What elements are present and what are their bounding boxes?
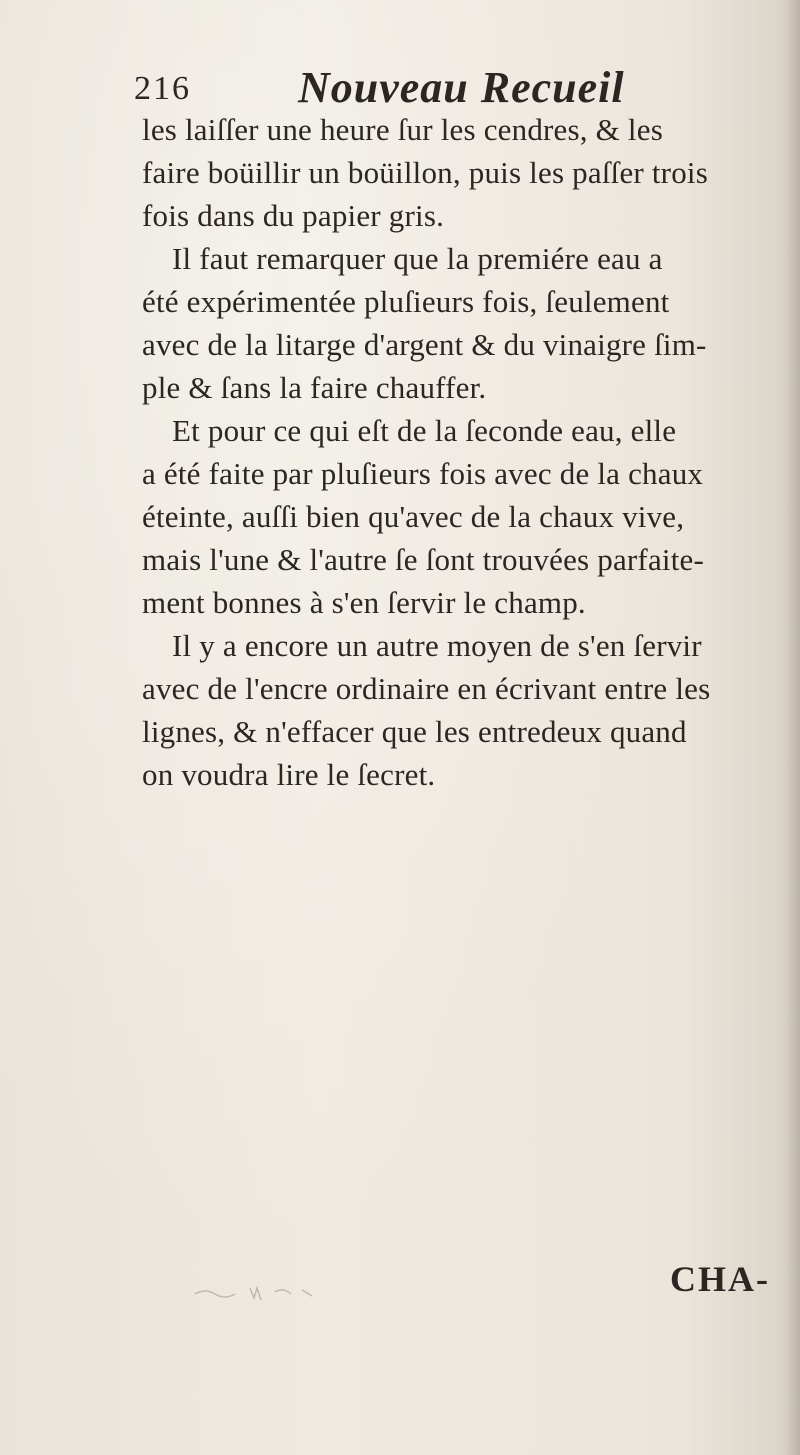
text-line: a été faite par pluſieurs fois avec de la chaux: [142, 456, 704, 491]
body-text: [142, 108, 782, 796]
text-line: éteinte, auſſi bien qu'avec de la chaux vive,: [142, 499, 685, 534]
text-line: faire boüillir un boüillon, puis les paſſer trois: [142, 155, 708, 190]
page-number: 216: [134, 70, 191, 107]
text-line: mais l'une & l'autre ſe ſont trouvées parfaite-: [142, 542, 705, 577]
text-line: Et pour ce qui eſt de la ſeconde eau, elle: [172, 413, 677, 448]
text-line: ment bonnes à s'en ſervir le champ.: [142, 585, 586, 620]
ink-bleed-mark: [190, 1280, 330, 1304]
text-line: lignes, & n'effacer que les entredeux quand: [142, 714, 687, 749]
text-line: été expérimentée pluſieurs fois, ſeulement: [142, 284, 670, 319]
text-line: les laiſſer une heure ſur les cendres, & les: [142, 112, 663, 147]
text-line: fois dans du papier gris.: [142, 198, 445, 233]
text-line: avec de la litarge d'argent & du vinaigre ſim-: [142, 327, 707, 362]
catchword: CHA-: [670, 1259, 770, 1299]
text-line: Il y a encore un autre moyen de s'en ſervir: [172, 628, 702, 663]
text-line: ple & ſans la faire chauffer.: [142, 370, 487, 405]
text-line: on voudra lire le ſecret.: [142, 757, 436, 792]
page-edge-shadow: [786, 0, 800, 1455]
text-line: avec de l'encre ordinaire en écrivant entre les: [142, 671, 711, 706]
text-line: Il faut remarquer que la premiére eau a: [172, 241, 663, 276]
page-header: [134, 62, 654, 112]
running-title: Nouveau Recueil: [298, 63, 625, 112]
